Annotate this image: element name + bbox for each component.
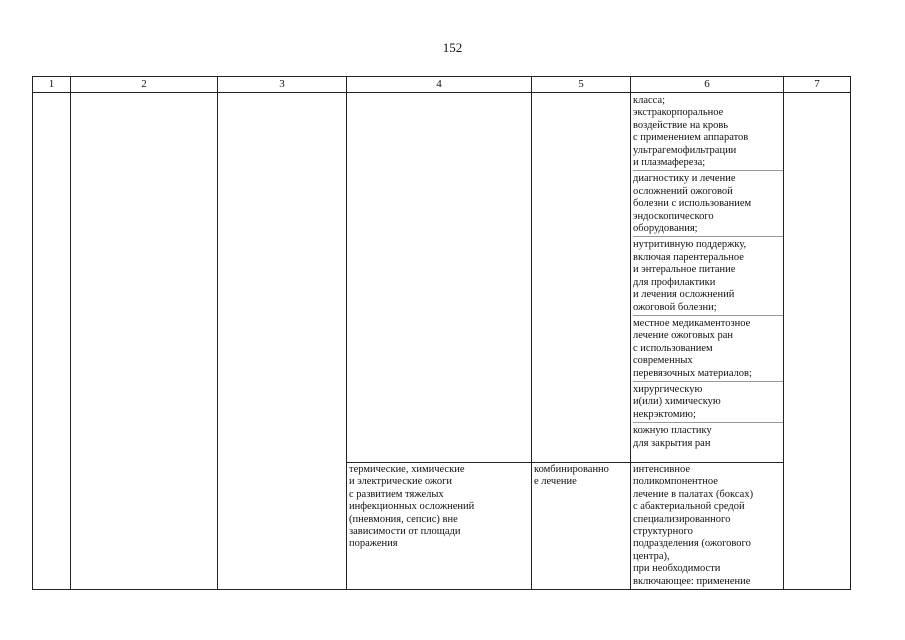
column-header-3: 3: [218, 77, 347, 93]
column-header-7: 7: [784, 77, 851, 93]
table-row: [33, 93, 851, 463]
treatment-item: хирургическую и(или) химическую некрэктомию;: [633, 382, 783, 423]
column-header-6: 6: [631, 77, 784, 93]
cell-col1: [33, 93, 71, 590]
treatment-methods-cell: интенсивное поликомпонентное лечение в палатах (боксах) с абактериальной средой специализированного структурного подразделения (ожогового центра), при необходимости включающее: применение: [631, 463, 784, 590]
column-header-2: 2: [71, 77, 218, 93]
page-number: 152: [442, 40, 463, 55]
treatment-item: класса; экстракорпоральное воздействие на кровь с применением аппаратов ультрагемофильтрации и плазмафереза;: [633, 93, 783, 171]
diagnosis-cell: термические, химические и электрические ожоги с развитием тяжелых инфекционных осложнений (пневмония, сепсис) вне зависимости от площади поражения: [347, 463, 532, 590]
treatment-type-cell: комбинированно е лечение: [532, 463, 631, 590]
treatment-item: кожную пластику для закрытия ран: [633, 425, 712, 449]
cell-col5: [532, 93, 631, 463]
column-number-row: [33, 77, 851, 93]
cell-col3: [218, 93, 347, 590]
treatment-item: нутритивную поддержку, включая парентеральное и энтеральное питание для профилактики и лечения осложнений ожоговой болезни;: [633, 237, 783, 315]
medical-care-table: [32, 76, 851, 590]
cell-col4: [347, 93, 532, 463]
cell-col7: [784, 93, 851, 590]
treatment-methods-cell: [631, 93, 784, 463]
column-header-4: 4: [347, 77, 532, 93]
column-header-1: 1: [33, 77, 71, 93]
column-header-5: 5: [532, 77, 631, 93]
treatment-item: диагностику и лечение осложнений ожоговой болезни с использованием эндоскопического оборудования;: [633, 171, 783, 237]
treatment-item: местное медикаментозное лечение ожоговых ран с использованием современных перевязочных материалов;: [633, 316, 783, 382]
cell-col2: [71, 93, 218, 590]
